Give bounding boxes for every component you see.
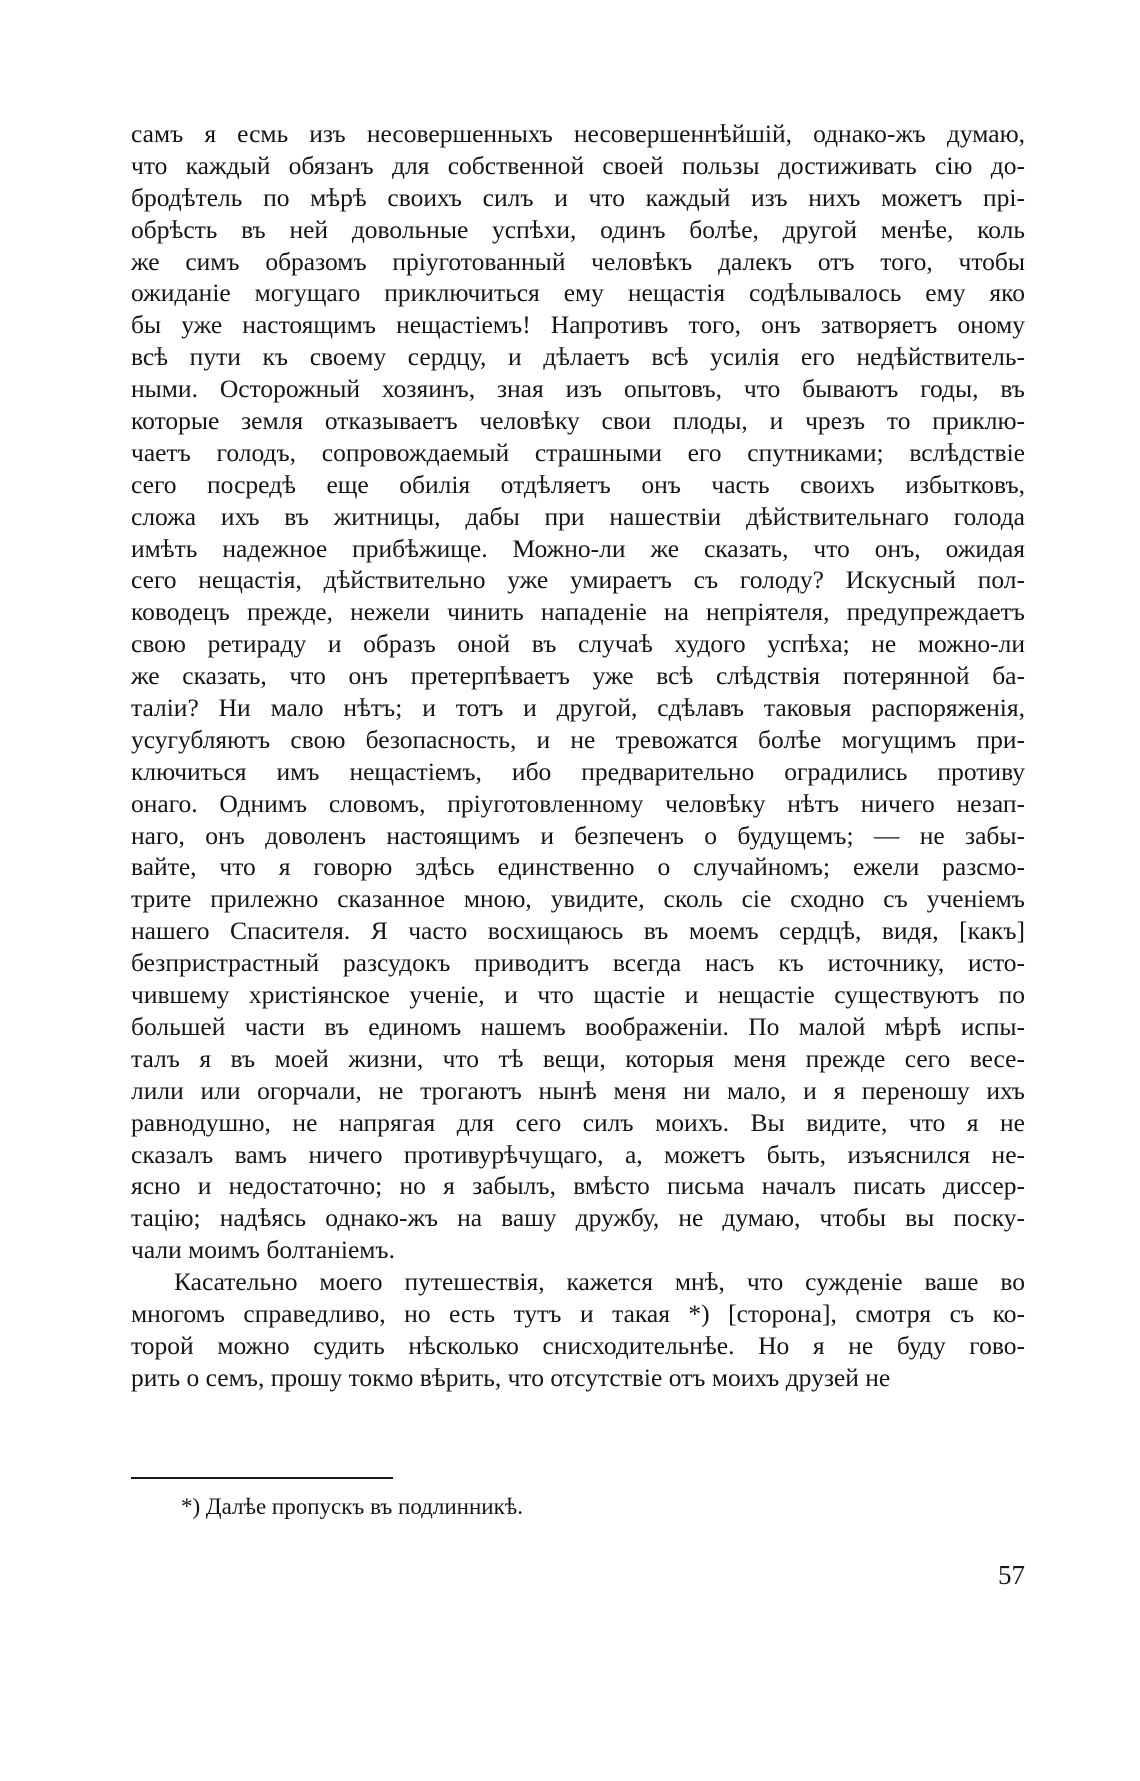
text-line: же сказать, что онъ претерпѣваетъ уже всѣ слѣдствія потерянной ба- [131, 661, 1025, 691]
footnote: *) Далѣе пропускъ въ подлинникѣ. [181, 1494, 523, 1519]
text-line: безпристрастный разсудокъ приводитъ всегда насъ къ источнику, исто- [131, 948, 1025, 978]
text-line: ключиться имъ нещастіемъ, ибо предварительно оградились противу [131, 756, 1025, 786]
text-line: обрѣсть въ ней довольные успѣхи, одинъ болѣе, другой менѣе, коль [131, 214, 1025, 244]
text-line: сего посредѣ еще обилія отдѣляетъ онъ часть своихъ избытковъ, [131, 469, 1025, 499]
text-line: бродѣтель по мѣрѣ своихъ силъ и что каждый изъ нихъ можетъ прі- [131, 182, 1025, 212]
text-line: многомъ справедливо, но есть тутъ и такая *) [сторона], смотря съ ко- [131, 1298, 1025, 1328]
text-line: ожиданіе могущаго приключиться ему нещастія содѣлывалось ему яко [131, 278, 1025, 308]
footnote-divider [131, 1477, 393, 1479]
text-line: наго, онъ доволенъ настоящимъ и безпеченъ о будущемъ; — не забы- [131, 820, 1025, 850]
text-line: самъ я есмь изъ несовершенныхъ несовершеннѣйшій, однако-жъ думаю, [131, 119, 1025, 148]
text-line: имѣть надежное прибѣжище. Можно-ли же сказать, что онъ, ожидая [131, 533, 1025, 563]
text-line: тацію; надѣясь однако-жъ на вашу дружбу, не думаю, чтобы вы поску- [131, 1203, 1025, 1233]
text-line: сего нещастія, дѣйствительно уже умираетъ съ голоду? Искусный пол- [131, 565, 1025, 595]
text-line: чали моимъ болтаніемъ. [131, 1235, 395, 1265]
text-line: торой можно судить нѣсколько снисходительнѣе. Но я не буду гово- [131, 1330, 1025, 1360]
text-line: онаго. Однимъ словомъ, пріуготовленному человѣку нѣтъ ничего незап- [131, 788, 1025, 818]
text-line: сложа ихъ въ житницы, дабы при нашествіи дѣйствительнаго голода [131, 501, 1025, 531]
text-line: свою ретираду и образъ оной въ случаѣ худого успѣха; не можно-ли [131, 629, 1025, 659]
text-line: ясно и недостаточно; но я забылъ, вмѣсто письма началъ писать диссер- [131, 1171, 1025, 1201]
text-line: усугубляютъ свою безопасность, и не тревожатся болѣе могущимъ при- [131, 724, 1025, 754]
text-line: таліи? Ни мало нѣтъ; и тотъ и другой, сдѣлавъ таковыя распоряженія, [131, 693, 1025, 723]
text-line: ководецъ прежде, нежели чинить нападеніе на непріятеля, предупреждаетъ [131, 597, 1025, 627]
text-line: нашего Спасителя. Я часто восхищаюсь въ моемъ сердцѣ, видя, [какъ] [131, 916, 1025, 946]
text-line: бы уже настоящимъ нещастіемъ! Напротивъ того, онъ затворяетъ оному [131, 310, 1025, 340]
text-line: чаетъ голодъ, сопровождаемый страшными его спутниками; вслѣдствіе [131, 437, 1025, 467]
text-line: которые земля отказываетъ человѣку свои плоды, и чрезъ то приклю- [131, 406, 1025, 436]
paragraph-1 [131, 118, 1025, 1266]
body-text [131, 118, 1025, 1394]
text-line: же симъ образомъ пріуготованный человѣкъ далекъ отъ того, чтобы [131, 246, 1025, 276]
text-line: что каждый обязанъ для собственной своей пользы достиживать сію до- [131, 150, 1025, 180]
text-line: рить о семъ, прошу токмо вѣрить, что отсутствіе отъ моихъ друзей не [131, 1362, 891, 1392]
text-line: лили или огорчали, не трогаютъ нынѣ меня ни мало, и я переношу ихъ [131, 1075, 1025, 1105]
text-line: сказалъ вамъ ничего противурѣчущаго, а, можетъ быть, изъяснился не- [131, 1139, 1025, 1169]
text-line: всѣ пути къ своему сердцу, и дѣлаетъ всѣ усилія его недѣйствитель- [131, 342, 1025, 372]
text-line: трите прилежно сказанное мною, увидите, сколь сіе сходно съ ученіемъ [131, 884, 1025, 914]
text-line: большей части въ единомъ нашемъ воображеніи. По малой мѣрѣ испы- [131, 1011, 1025, 1041]
text-line: талъ я въ моей жизни, что тѣ вещи, которыя меня прежде сего весе- [131, 1043, 1025, 1073]
page-number: 57 [998, 1560, 1025, 1590]
text-line: равнодушно, не напрягая для сего силъ моихъ. Вы видите, что я не [131, 1107, 1025, 1137]
paragraph-2 [131, 1266, 1025, 1394]
text-line: вайте, что я говорю здѣсь единственно о случайномъ; ежели разсмо- [131, 852, 1025, 882]
text-line: Касательно моего путешествія, кажется мнѣ, что сужденіе ваше во [174, 1267, 1025, 1297]
text-line: чившему христіянское ученіе, и что щастіе и нещастіе существуютъ по [131, 980, 1025, 1010]
text-line: ными. Осторожный хозяинъ, зная изъ опытовъ, что бываютъ годы, въ [131, 374, 1025, 404]
